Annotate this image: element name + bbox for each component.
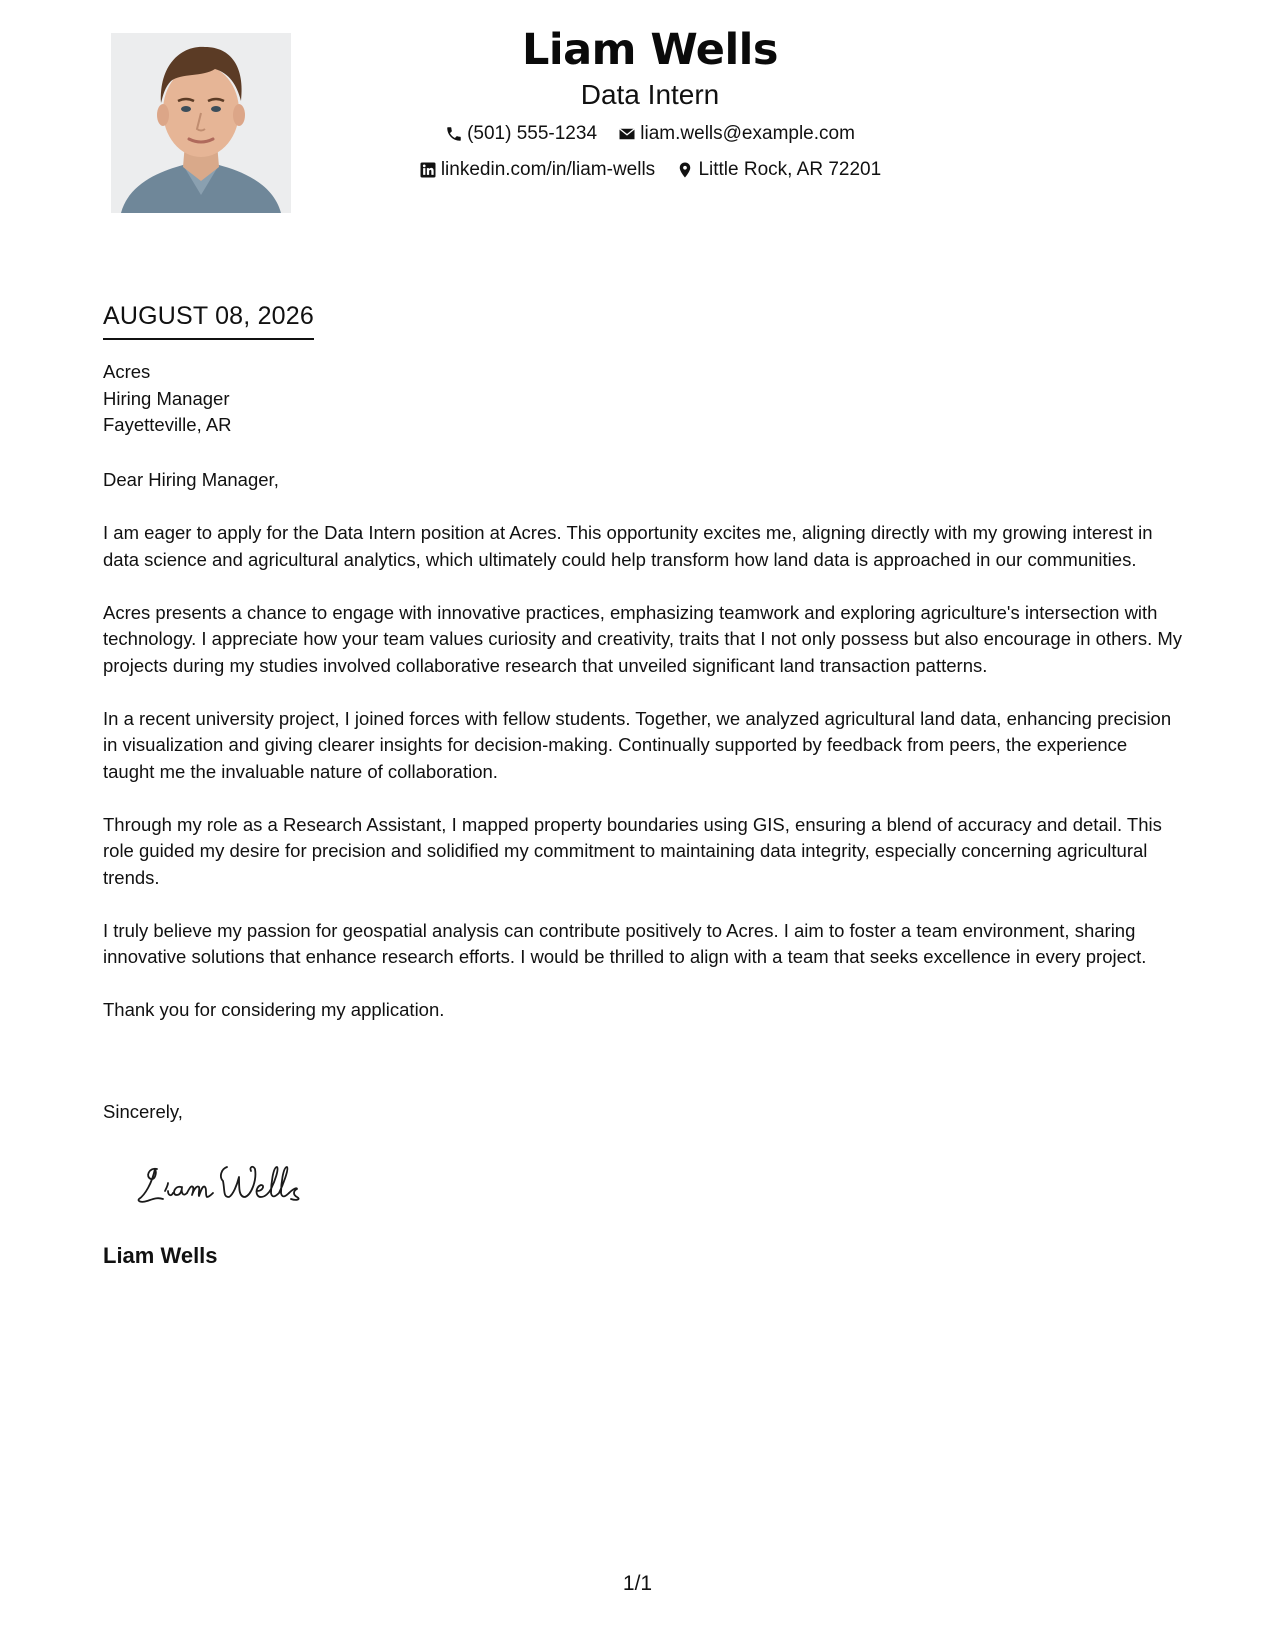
contact-line-2 [300,158,1000,186]
contact-email[interactable] [618,122,855,146]
contact-line-1 [300,122,1000,150]
paragraph: I am eager to apply for the Data Intern position at Acres. This opportunity excites me, aligning directly with my growing interest in data science and agricultural analytics, which ultimately could help transform how land data is approached in our communities. [103,522,1153,570]
linkedin-text: linkedin.com/in/liam-wells [440,159,656,180]
page-number: 1/1 [622,1572,653,1595]
paragraph: Through my role as a Research Assistant, I mapped property boundaries using GIS, ensuring a blend of accuracy and detail. This role guided my desire for precision and solidified my commitment to maintaining data integrity, especially concerning agricultural trends. [103,813,1162,888]
letter-date: AUGUST 08, 2026 [103,300,314,340]
map-pin-icon [676,161,694,179]
contact-linkedin[interactable] [419,158,655,182]
linkedin-icon [419,161,437,179]
letter-body [103,467,1183,1050]
recipient-title: Hiring Manager [103,387,230,409]
salutation: Dear Hiring Manager, [103,469,279,490]
email-text: liam.wells@example.com [640,123,855,144]
recipient-location: Fayetteville, AR [103,414,232,435]
letter-header [300,22,1000,186]
envelope-icon [618,125,636,143]
closing: Sincerely, [103,1101,183,1122]
applicant-name: Liam Wells [521,25,779,75]
contact-location [676,158,881,182]
recipient-company: Acres [103,361,151,382]
paragraph: I truly believe my passion for geospatial analysis can contribute positively to Acres. I aim to foster a team environment, sharing innovative solutions that enhance research efforts. I would be thrilled to align with a team that seeks excellence in every project. [103,919,1147,967]
signature-image [135,1155,335,1215]
paragraph: Thank you for considering my application. [103,999,445,1020]
location-text: Little Rock, AR 72201 [698,159,882,180]
phone-text: (501) 555-1234 [467,123,598,144]
paragraph: Acres presents a chance to engage with innovative practices, emphasizing teamwork and exploring agriculture's intersection with technology. I appreciate how your team values curiosity and creativity, traits that I not only possess but also encourage in others. My projects during my studies involved collaborative research that unveiled significant land transaction patterns. [103,601,1183,676]
signer-name: Liam Wells [103,1243,218,1268]
applicant-role: Data Intern [580,79,720,110]
recipient-block [103,359,232,439]
contact-phone[interactable] [445,122,597,146]
paragraph: In a recent university project, I joined forces with fellow students. Together, we analyzed agricultural land data, enhancing precision in visualization and giving clearer insights for decision-making. Continually supported by feedback from peers, the experience taught me the invaluable nature of collaboration. [103,707,1172,782]
profile-photo [111,33,291,213]
phone-icon [445,125,463,143]
